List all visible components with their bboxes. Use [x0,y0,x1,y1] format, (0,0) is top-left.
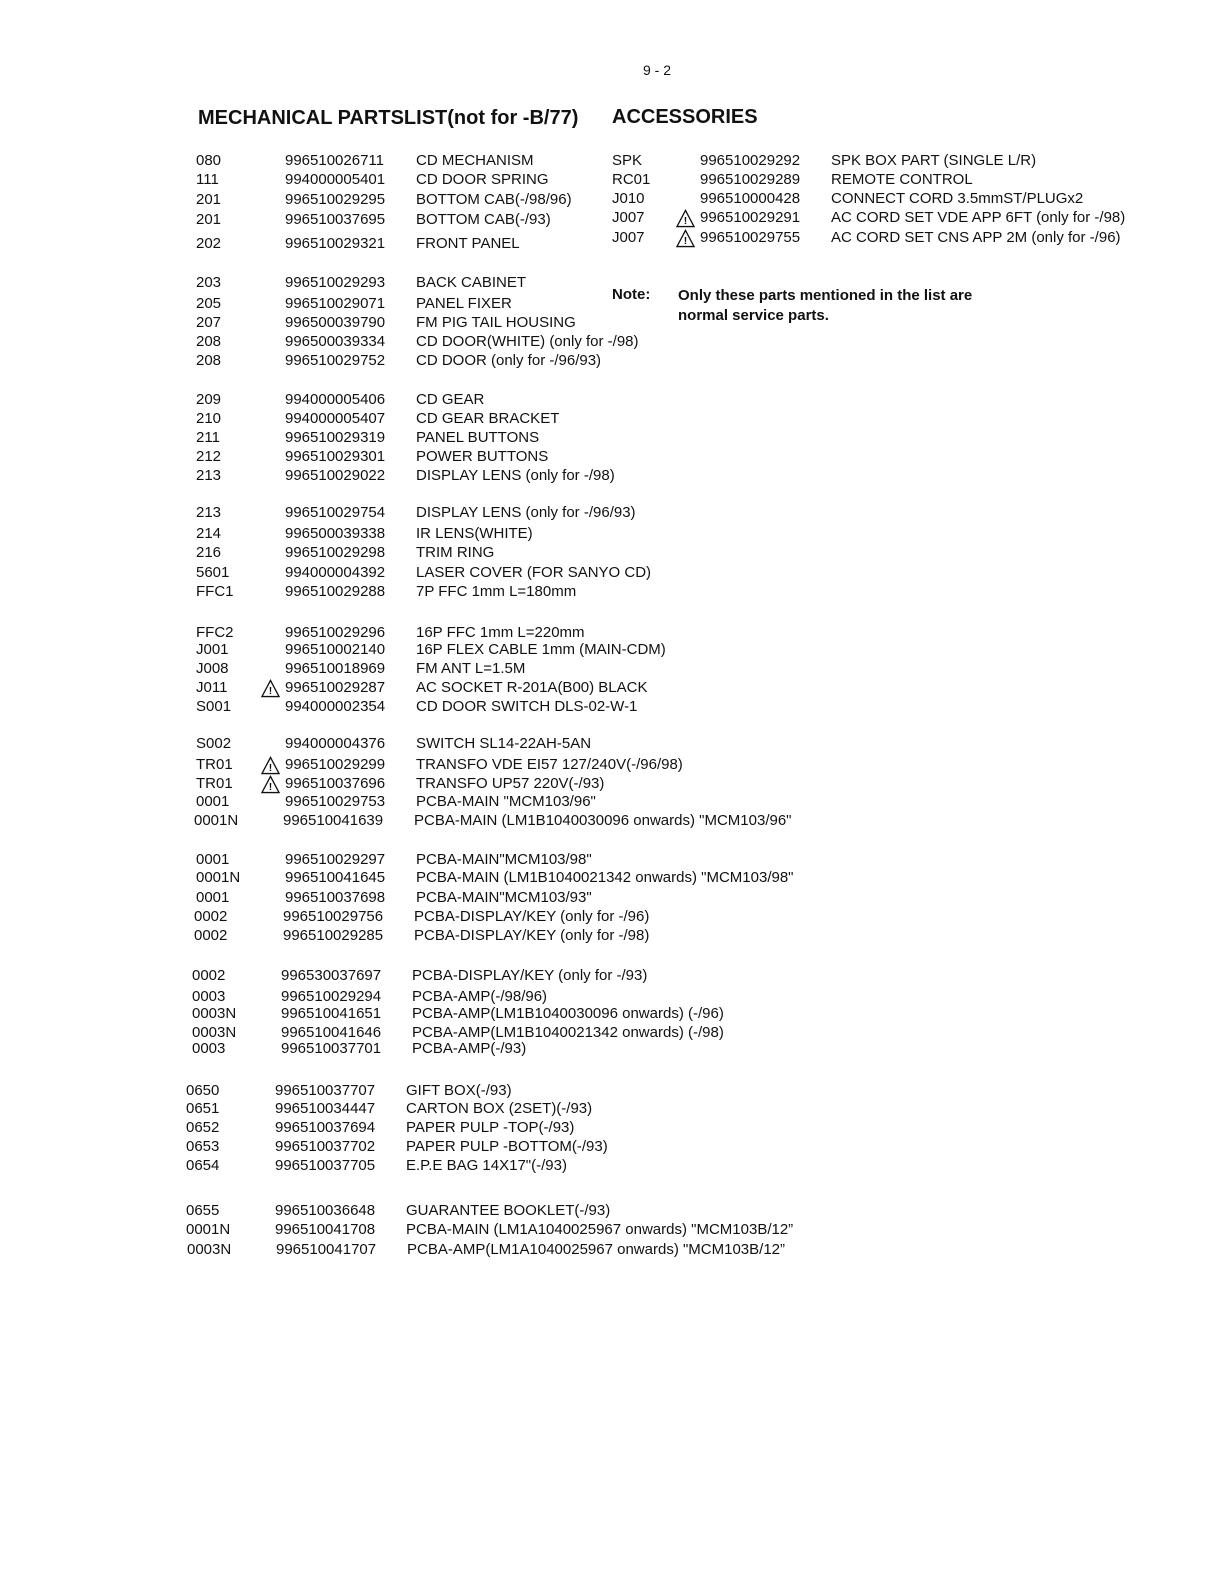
part-number: 996510029287 [285,679,386,696]
part-number: 996510029752 [285,352,386,369]
part-number: 996510029756 [283,908,384,925]
part-description: PANEL BUTTONS [416,429,540,446]
part-number: 996510029297 [285,851,386,868]
part-number: 994000004376 [285,735,386,752]
position-ref: 209 [196,391,222,408]
part-number: 996510029319 [285,429,386,446]
position-ref: 208 [196,352,222,369]
safety-warning-icon [261,756,280,775]
position-ref: 210 [196,410,222,427]
position-ref: 214 [196,525,222,542]
part-description: PCBA-AMP(-/98/96) [412,988,548,1005]
part-description: CD DOOR (only for -/96/93) [416,352,602,369]
part-number: 996510000428 [700,190,801,207]
position-ref: S002 [196,735,232,752]
part-number: 996510029299 [285,756,386,773]
part-number: 996510037702 [275,1138,376,1155]
position-ref: RC01 [612,171,651,188]
part-number: 996510029288 [285,583,386,600]
part-description: PCBA-DISPLAY/KEY (only for -/98) [414,927,650,944]
position-ref: 0001 [196,793,230,810]
position-ref: 0003N [192,1024,237,1041]
safety-warning-icon [261,679,280,698]
part-description: PCBA-DISPLAY/KEY (only for -/93) [412,967,648,984]
part-number: 996500039790 [285,314,386,331]
part-description: CD DOOR(WHITE) (only for -/98) [416,333,639,350]
position-ref: 203 [196,274,222,291]
part-number: 996510002140 [285,641,386,658]
position-ref: 0002 [194,908,228,925]
part-number: 996510018969 [285,660,386,677]
position-ref: 208 [196,333,222,350]
part-number: 996510029295 [285,191,386,208]
part-number: 996510029754 [285,504,386,521]
svg-text:!: ! [268,763,273,775]
position-ref: TR01 [196,756,233,773]
part-number: 996510037694 [275,1119,376,1136]
part-number: 996510029321 [285,235,386,252]
part-description: BACK CABINET [416,274,527,291]
position-ref: J007 [612,209,645,226]
position-ref: 111 [196,171,219,188]
position-ref: J008 [196,660,229,677]
part-number: 996510041707 [276,1241,377,1258]
part-number: 996510041639 [283,812,384,829]
position-ref: J007 [612,229,645,246]
part-number: 996510029071 [285,295,386,312]
svg-text:!: ! [683,236,688,248]
part-description: PCBA-MAIN "MCM103/96" [416,793,596,810]
part-number: 996510036648 [275,1202,376,1219]
part-description: PCBA-MAIN (LM1B1040030096 onwards) "MCM103/96" [414,812,792,829]
position-ref: 213 [196,504,222,521]
part-description: 16P FLEX CABLE 1mm (MAIN-CDM) [416,641,666,658]
part-number: 996510029022 [285,467,386,484]
part-description: DISPLAY LENS (only for -/98) [416,467,615,484]
accessories-title: ACCESSORIES [612,106,758,128]
part-description: CONNECT CORD 3.5mmST/PLUGx2 [831,190,1084,207]
position-ref: TR01 [196,775,233,792]
position-ref: 0650 [186,1082,220,1099]
part-description: E.P.E BAG 14X17"(-/93) [406,1157,567,1174]
part-description: PCBA-AMP(-/93) [412,1040,527,1057]
position-ref: 0652 [186,1119,220,1136]
part-number: 996510029753 [285,793,386,810]
part-description: FM ANT L=1.5M [416,660,526,677]
part-number: 996510037705 [275,1157,376,1174]
part-number: 996510029293 [285,274,386,291]
position-ref: 201 [196,191,222,208]
part-description: PCBA-AMP(LM1B1040030096 onwards) (-/96) [412,1005,724,1022]
part-number: 996510029296 [285,624,386,641]
part-number: 994000005406 [285,391,386,408]
position-ref: 0003 [192,988,226,1005]
part-description: LASER COVER (FOR SANYO CD) [416,564,652,581]
part-description: PCBA-MAIN"MCM103/98" [416,851,592,868]
part-number: 996510029301 [285,448,386,465]
position-ref: 0003 [192,1040,226,1057]
part-number: 994000005407 [285,410,386,427]
part-description: PAPER PULP -BOTTOM(-/93) [406,1138,608,1155]
position-ref: 0003N [192,1005,237,1022]
part-number: 996530037697 [281,967,382,984]
part-number: 996510029289 [700,171,801,188]
position-ref: 5601 [196,564,230,581]
part-description: 16P FFC 1mm L=220mm [416,624,585,641]
part-description: BOTTOM CAB(-/98/96) [416,191,572,208]
part-number: 996510037695 [285,211,386,228]
position-ref: 0001N [186,1221,231,1238]
part-description: REMOTE CONTROL [831,171,973,188]
position-ref: 0001N [194,812,239,829]
part-description: PAPER PULP -TOP(-/93) [406,1119,575,1136]
part-number: 996510034447 [275,1100,376,1117]
position-ref: 0001 [196,851,230,868]
position-ref: J011 [196,679,228,696]
part-description: GIFT BOX(-/93) [406,1082,512,1099]
part-description: POWER BUTTONS [416,448,549,465]
part-description: CD GEAR BRACKET [416,410,560,427]
part-description: AC CORD SET VDE APP 6FT (only for -/98) [831,209,1126,226]
position-ref: 0001 [196,889,230,906]
part-number: 996510037701 [281,1040,382,1057]
note-label: Note: [612,286,651,303]
position-ref: FFC1 [196,583,234,600]
part-number: 996510029294 [281,988,382,1005]
position-ref: 216 [196,544,222,561]
safety-warning-icon [261,775,280,794]
part-description: SWITCH SL14-22AH-5AN [416,735,592,752]
part-number: 994000002354 [285,698,386,715]
part-number: 994000005401 [285,171,386,188]
part-description: CARTON BOX (2SET)(-/93) [406,1100,593,1117]
part-number: 996510037707 [275,1082,376,1099]
part-number: 996510029285 [283,927,384,944]
position-ref: S001 [196,698,232,715]
part-description: CD GEAR [416,391,485,408]
position-ref: 205 [196,295,222,312]
part-description: CD DOOR SPRING [416,171,549,188]
part-description: TRANSFO UP57 220V(-/93) [416,775,605,792]
position-ref: 212 [196,448,222,465]
part-description: SPK BOX PART (SINGLE L/R) [831,152,1037,169]
part-description: FRONT PANEL [416,235,520,252]
part-description: FM PIG TAIL HOUSING [416,314,576,331]
position-ref: FFC2 [196,624,234,641]
svg-text:!: ! [268,782,273,794]
part-description: PCBA-MAIN (LM1A1040025967 onwards) "MCM103B/12” [406,1221,794,1238]
position-ref: 0654 [186,1157,220,1174]
svg-text:!: ! [268,686,273,698]
part-description: AC SOCKET R-201A(B00) BLACK [416,679,648,696]
part-number: 996510026711 [285,152,384,169]
position-ref: J001 [196,641,229,658]
part-number: 996510041645 [285,869,386,886]
part-description: PCBA-DISPLAY/KEY (only for -/96) [414,908,650,925]
position-ref: J010 [612,190,645,207]
position-ref: 213 [196,467,222,484]
part-number: 996510029755 [700,229,801,246]
part-description: PCBA-MAIN (LM1B1040021342 onwards) "MCM103/98" [416,869,794,886]
position-ref: 202 [196,235,222,252]
safety-warning-icon [676,229,695,248]
part-description: PANEL FIXER [416,295,512,312]
position-ref: 080 [196,152,222,169]
position-ref: 0655 [186,1202,220,1219]
position-ref: 0653 [186,1138,220,1155]
position-ref: SPK [612,152,643,169]
part-number: 996510029292 [700,152,801,169]
part-description: CD DOOR SWITCH DLS-02-W-1 [416,698,638,715]
safety-warning-icon [676,209,695,228]
part-number: 996510037698 [285,889,386,906]
part-number: 996510041646 [281,1024,382,1041]
part-number: 994000004392 [285,564,386,581]
position-ref: 0651 [186,1100,220,1117]
position-ref: 207 [196,314,222,331]
part-description: TRIM RING [416,544,495,561]
part-number: 996510041651 [281,1005,382,1022]
part-description: PCBA-AMP(LM1A1040025967 onwards) "MCM103B/12” [407,1241,786,1258]
part-description: TRANSFO VDE EI57 127/240V(-/96/98) [416,756,683,773]
part-description: PCBA-AMP(LM1B1040021342 onwards) (-/98) [412,1024,724,1041]
page-number: 9 - 2 [643,62,672,78]
part-description: PCBA-MAIN"MCM103/93" [416,889,592,906]
part-description: 7P FFC 1mm L=180mm [416,583,577,600]
part-description: GUARANTEE BOOKLET(-/93) [406,1202,611,1219]
position-ref: 0002 [192,967,226,984]
part-number: 996500039338 [285,525,386,542]
part-number: 996510029298 [285,544,386,561]
position-ref: 201 [196,211,222,228]
position-ref: 0002 [194,927,228,944]
part-number: 996500039334 [285,333,386,350]
note-text: Only these parts mentioned in the list are normal service parts. [678,287,973,324]
part-number: 996510041708 [275,1221,376,1238]
svg-text:!: ! [683,216,688,228]
position-ref: 0003N [187,1241,232,1258]
position-ref: 211 [196,429,220,446]
part-description: IR LENS(WHITE) [416,525,533,542]
part-number: 996510029291 [700,209,801,226]
position-ref: 0001N [196,869,241,886]
part-description: AC CORD SET CNS APP 2M (only for -/96) [831,229,1121,246]
mechanical-partslist-title: MECHANICAL PARTSLIST(not for -B/77) [198,107,579,129]
part-description: DISPLAY LENS (only for -/96/93) [416,504,636,521]
part-description: BOTTOM CAB(-/93) [416,211,551,228]
part-number: 996510037696 [285,775,386,792]
part-description: CD MECHANISM [416,152,534,169]
